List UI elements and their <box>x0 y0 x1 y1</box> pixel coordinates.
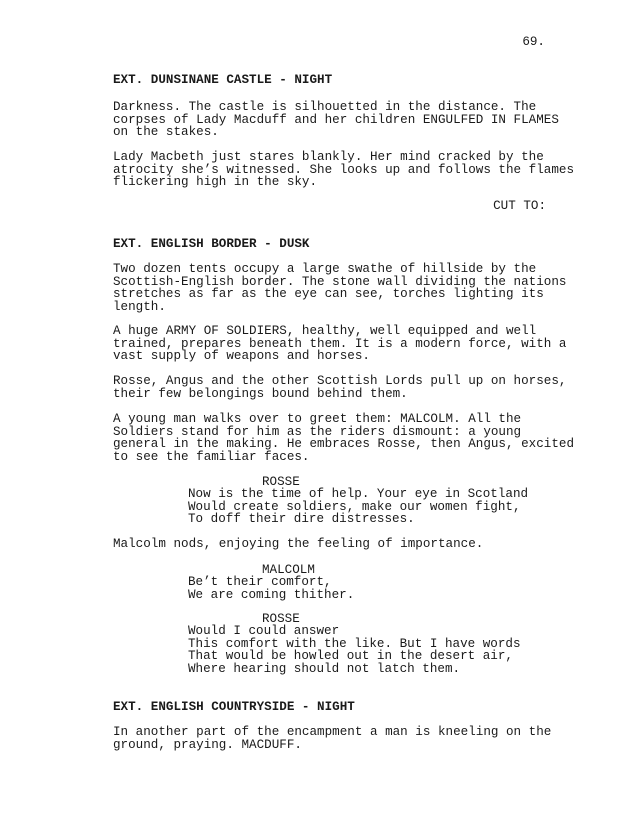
scene-heading: EXT. DUNSINANE CASTLE - NIGHT <box>113 73 333 87</box>
action-paragraph: Malcolm nods, enjoying the feeling of importance. <box>113 537 484 551</box>
action-paragraph: Rosse, Angus and the other Scottish Lords pull up on horses, their few belongings bound behind them. <box>113 374 567 401</box>
scene-heading: EXT. ENGLISH BORDER - DUSK <box>113 237 310 251</box>
action-paragraph: Darkness. The castle is silhouetted in the distance. The corpses of Lady Macduff and her children ENGULFED IN FLAMES on the stakes. <box>113 100 559 139</box>
dialogue: Be’t their comfort, We are coming thither. <box>188 575 355 602</box>
character-name: MALCOLM <box>262 563 315 577</box>
transition: CUT TO: <box>493 199 546 213</box>
action-paragraph: Two dozen tents occupy a large swathe of hillside by the Scottish-English border. The stone wall dividing the nations stretches as far as the eye can see, torches lighting its length. <box>113 262 567 314</box>
action-paragraph: Lady Macbeth just stares blankly. Her mind cracked by the atrocity she’s witnessed. She looks up and follows the flames flickering high in the sky. <box>113 150 575 189</box>
character-name: ROSSE <box>262 475 300 489</box>
action-paragraph: A young man walks over to greet them: MALCOLM. All the Soldiers stand for him as the riders dismount: a young general in the making. He embraces Rosse, then Angus, excited to see the familiar faces. <box>113 412 575 464</box>
action-paragraph: A huge ARMY OF SOLDIERS, healthy, well equipped and well trained, prepares beneath them. It is a modern force, with a vast supply of weapons and horses. <box>113 324 567 363</box>
scene-heading: EXT. ENGLISH COUNTRYSIDE - NIGHT <box>113 700 355 714</box>
page-number: 69. <box>522 35 545 49</box>
action-paragraph: In another part of the encampment a man is kneeling on the ground, praying. MACDUFF. <box>113 725 552 752</box>
dialogue: Now is the time of help. Your eye in Scotland Would create soldiers, make our women fight, To doff their dire distresses. <box>188 487 529 526</box>
dialogue: Would I could answer This comfort with the like. But I have words That would be howled out in the desert air, Where hearing should not latch them. <box>188 624 521 676</box>
character-name: ROSSE <box>262 612 300 626</box>
